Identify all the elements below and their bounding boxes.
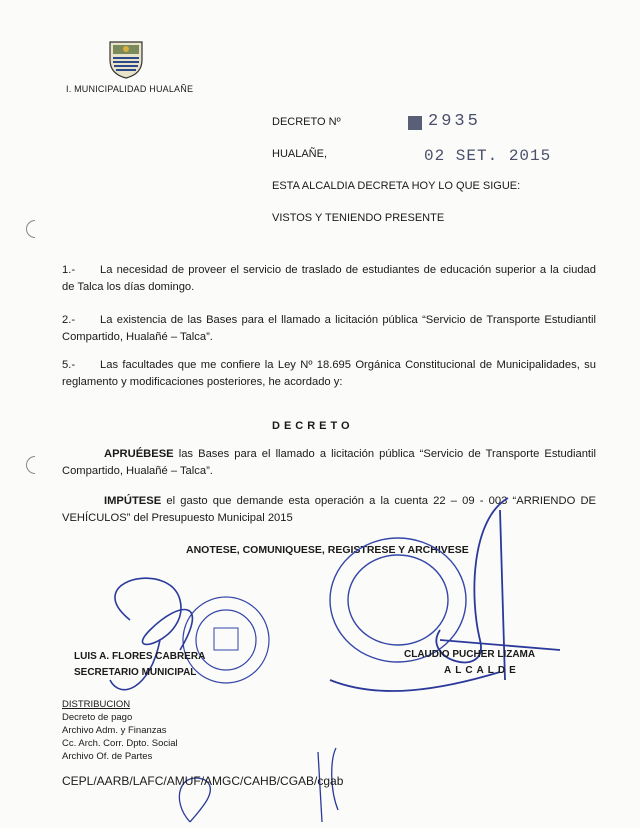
distribution-list — [62, 711, 178, 763]
distribution-item: Archivo Of. de Partes — [62, 751, 153, 762]
signer-left-name: LUIS A. FLORES CABRERA — [74, 651, 206, 662]
decreto-number-stamp: 2935 — [428, 112, 481, 131]
considerando-2: 2.- La existencia de las Bases para el llamado a licitación pública “Servicio de Transporte Estudiantil Compartido, Hualañé – Talca”. — [62, 314, 596, 343]
distribution-item: Decreto de pago — [62, 712, 133, 723]
institution-name: I. MUNICIPALIDAD HUALAÑE — [66, 84, 194, 94]
considerando-3: 5.- Las facultades que me confiere la Ley Nº 18.695 Orgánica Constitucional de Municipalidades, su reglamento y modificaciones posteriores, he acordado y: — [62, 359, 596, 388]
resolutivo-imputese: IMPÚTESE el gasto que demande esta operación a la cuenta 22 – 09 - 003 “ARRIENDO DE VEHÍCULOS” del Presupuesto Municipal 2015 — [62, 495, 596, 524]
signature-right — [330, 498, 560, 691]
distribution-item: Archivo Adm. y Finanzas — [62, 725, 167, 736]
vistos-heading: VISTOS Y TENIENDO PRESENTE — [272, 212, 445, 224]
signer-right-title: ALCALDE — [444, 665, 520, 676]
decreto-label: DECRETO Nº — [272, 116, 341, 128]
alcaldia-line: ESTA ALCALDIA DECRETA HOY LO QUE SIGUE: — [272, 180, 521, 192]
seal-right — [330, 538, 466, 662]
distribution-item: Cc. Arch. Corr. Dpto. Social — [62, 738, 178, 749]
closing-formula: ANOTESE, COMUNIQUESE, REGISTRESE Y ARCHIVESE — [186, 544, 469, 556]
city-label: HUALAÑE, — [272, 148, 328, 160]
considerando-1: 1.- La necesidad de proveer el servicio de traslado de estudiantes de educación superior a la ciudad de Talca los días domingo. — [62, 264, 596, 293]
date-stamp: 02 SET. 2015 — [424, 147, 552, 165]
distribution-heading: DISTRIBUCION — [62, 699, 131, 710]
signer-left-title: SECRETARIO MUNICIPAL — [74, 667, 197, 678]
reference-codes: CEPL/AARB/LAFC/AMUF/AMGC/CAHB/CGAB/cgab — [62, 774, 344, 788]
signer-right-name: CLAUDIO PUCHER LIZAMA — [404, 649, 536, 660]
decreto-title: DECRETO — [272, 420, 354, 432]
resolutivo-apruebese: APRUÉBESE las Bases para el llamado a licitación pública “Servicio de Transporte Estudiantil Compartido, Hualañé – Talca”. — [62, 448, 596, 477]
